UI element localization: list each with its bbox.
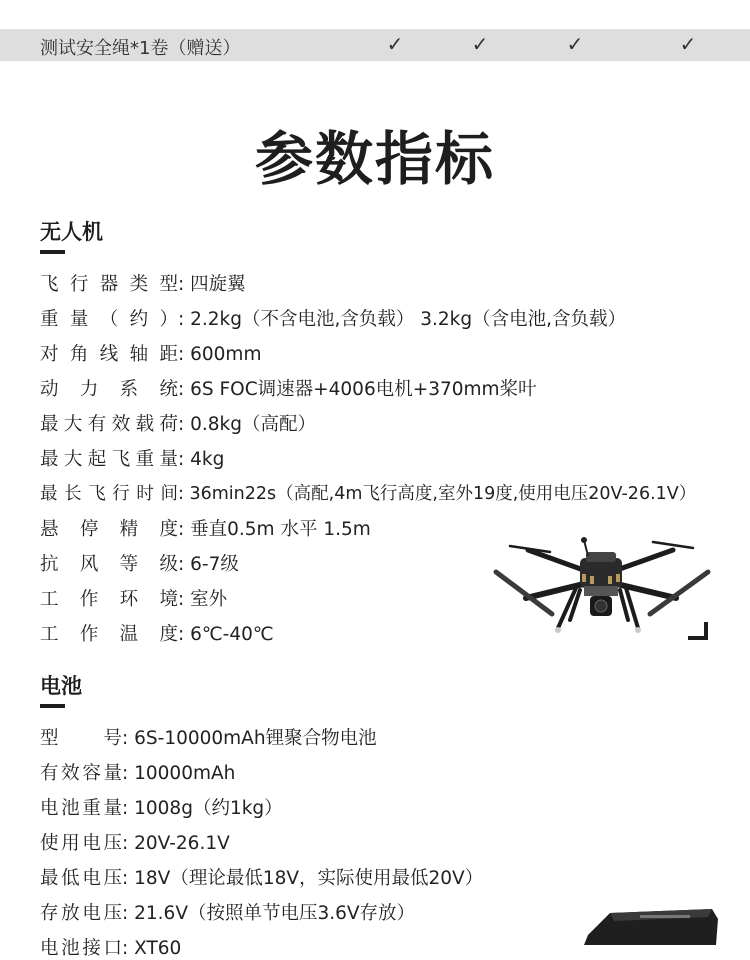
spec-key: 抗风等级 [40,554,178,575]
spec-separator: : [122,938,129,959]
spec-separator: : [178,519,185,540]
drone-image [488,528,713,646]
spec-key: 电池接口 [40,938,122,959]
spec-row [40,794,283,820]
spec-separator: : [122,833,129,854]
spec-key: 最长飞行时间 [40,484,178,504]
spec-separator: : [178,484,184,504]
spec-value: 6S FOC调速器+4006电机+370mm桨叶 [190,379,537,400]
spec-key: 电池重量 [40,798,122,819]
spec-row [40,620,274,646]
spec-separator: : [122,763,129,784]
accessory-row [0,29,750,61]
spec-value: 600mm [190,344,262,365]
check-icon: ✓ [566,32,584,56]
spec-key: 对角线轴距 [40,344,178,365]
spec-row [40,759,235,785]
spec-value: 6-7级 [190,554,239,575]
spec-row [40,480,696,505]
spec-separator: : [122,728,129,749]
spec-value: 6S-10000mAh锂聚合物电池 [134,728,377,749]
spec-key: 最大起飞重量 [40,449,178,470]
spec-value: 2.2kg（不含电池,含负载） 3.2kg（含电池,含负载） [190,309,627,330]
spec-value: 室外 [190,589,228,610]
spec-key: 工作温度 [40,624,178,645]
spec-separator: : [178,309,185,330]
spec-separator: : [178,274,185,295]
spec-separator: : [178,589,185,610]
spec-separator: : [178,449,185,470]
spec-key: 悬停精度 [40,519,178,540]
spec-row [40,515,371,541]
spec-separator: : [178,414,185,435]
section-underline [40,704,65,708]
corner-mark-icon [688,622,710,642]
spec-row [40,305,626,331]
page-title: 参数指标 [254,125,495,193]
spec-row [40,270,246,296]
accessory-label: 测试安全绳*1卷（赠送） [40,38,241,59]
spec-key: 最大有效载荷 [40,414,178,435]
spec-separator: : [122,868,129,889]
spec-value: 6℃-40℃ [190,624,274,645]
spec-separator: : [122,903,129,924]
spec-value: 36min22s（高配,4m飞行高度,室外19度,使用电压20V-26.1V） [189,484,697,504]
spec-row [40,829,230,855]
spec-value: 垂直0.5m 水平 1.5m [190,519,371,540]
spec-value: 10000mAh [134,763,236,784]
spec-value: 4kg [190,449,225,470]
spec-key: 型号 [40,728,122,749]
spec-row [40,550,239,576]
spec-separator: : [122,798,129,819]
spec-row [40,410,316,436]
spec-row [40,375,537,401]
check-icon: ✓ [386,32,404,56]
spec-value: XT60 [134,938,182,959]
spec-value: 18V（理论最低18V，实际使用最低20V） [134,868,484,889]
spec-key: 动力系统 [40,379,178,400]
spec-row [40,899,415,925]
spec-key: 存放电压 [40,903,122,924]
spec-row [40,445,224,471]
spec-separator: : [178,624,185,645]
spec-key: 使用电压 [40,833,122,854]
spec-value: 20V-26.1V [134,833,230,854]
spec-key: 有效容量 [40,763,122,784]
spec-value: 四旋翼 [190,274,246,295]
spec-separator: : [178,379,185,400]
section-title-drone: 无人机 [40,220,103,244]
spec-key: 工作环境 [40,589,178,610]
spec-value: 1008g（约1kg） [134,798,283,819]
spec-row [40,585,227,611]
spec-separator: : [178,344,185,365]
spec-value: 0.8kg（高配） [190,414,317,435]
check-icon: ✓ [679,32,697,56]
battery-image [580,905,720,945]
spec-row [40,724,377,750]
section-underline [40,250,65,254]
spec-value: 21.6V（按照单节电压3.6V存放） [134,903,416,924]
spec-key: 飞行器类型 [40,274,178,295]
section-title-battery: 电池 [40,674,82,698]
check-icon: ✓ [471,32,489,56]
spec-row [40,934,181,960]
spec-separator: : [178,554,185,575]
spec-row [40,340,261,366]
spec-key: 重量（约） [40,309,178,330]
spec-key: 最低电压 [40,868,122,889]
spec-row [40,864,483,890]
